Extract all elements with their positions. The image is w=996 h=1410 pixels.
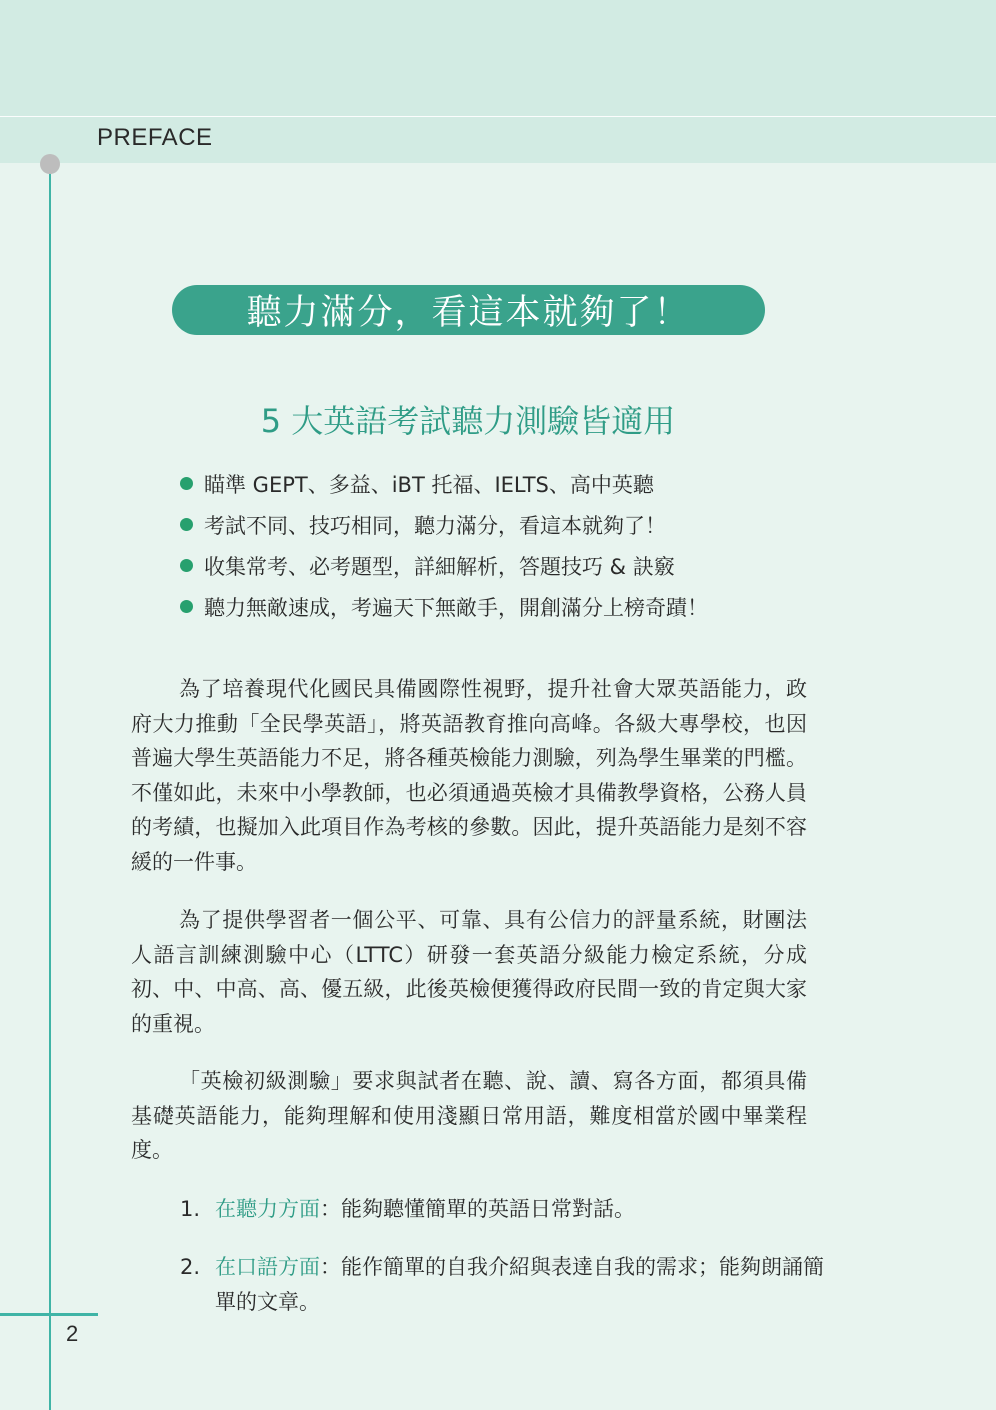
item-number: 1. <box>180 1197 201 1221</box>
body-paragraph: 為了提供學習者一個公平、可靠、具有公信力的評量系統，財團法人語言訓練測驗中心（LTTC）研發一套英語分級能力檢定系統，分成初、中、中高、高、優五級，此後英檢便獲得政府民間一致的肯定與大家的重視。 <box>131 908 807 1036</box>
bullet-text: 收集常考、必考題型，詳細解析，答題技巧 & 訣竅 <box>204 554 675 579</box>
margin-rule <box>49 163 51 1410</box>
item-highlight: 在口語方面 <box>215 1255 320 1279</box>
bullet-item <box>180 586 708 627</box>
title-banner <box>172 285 765 335</box>
body-paragraph: 為了培養現代化國民具備國際性視野，提升社會大眾英語能力，政府大力推動「全民學英語」，將英語教育推向高峰。各級大專學校，也因普遍大學生英語能力不足，將各種英檢能力測驗，列為學生畢業的門檻。不僅如此，未來中小學教師，也必須通過英檢才具備教學資格，公務人員的考績，也擬加入此項目作為考核的參數。因此，提升英語能力是刻不容緩的一件事。 <box>131 677 807 874</box>
bullet-item <box>180 504 708 545</box>
numbered-item <box>180 1192 842 1227</box>
header-divider <box>0 116 996 117</box>
subtitle: 5 大英語考試聽力測驗皆適用 <box>260 402 676 440</box>
bullet-text: 考試不同、技巧相同，聽力滿分，看這本就夠了！ <box>204 513 666 538</box>
section-label: PREFACE <box>97 124 213 151</box>
body-paragraph: 「英檢初級測驗」要求與試者在聽、說、讀、寫各方面，都須具備基礎英語能力，能夠理解和使用淺顯日常用語，難度相當於國中畢業程度。 <box>131 1069 807 1162</box>
numbered-item <box>180 1250 842 1319</box>
item-text: ：能作簡單的自我介紹與表達自我的需求；能夠朗誦簡單的文章。 <box>215 1255 824 1314</box>
bullet-dot-icon <box>180 518 193 531</box>
page-number: 2 <box>66 1321 79 1346</box>
footer-rule <box>0 1313 98 1316</box>
bullet-text: 聽力無敵速成，考遍天下無敵手，開創滿分上榜奇蹟！ <box>204 595 708 620</box>
bullet-text: 瞄準 GEPT、多益、iBT 托福、IELTS、高中英聽 <box>204 472 654 497</box>
bullet-list <box>180 463 708 627</box>
bullet-dot-icon <box>180 559 193 572</box>
bullet-dot-icon <box>180 600 193 613</box>
bullet-dot-icon <box>180 477 193 490</box>
item-highlight: 在聽力方面 <box>215 1197 320 1221</box>
banner-title: 聽力滿分，看這本就夠了！ <box>246 293 691 333</box>
bullet-item <box>180 545 708 586</box>
item-number: 2. <box>180 1255 201 1279</box>
margin-dot <box>40 154 60 174</box>
bullet-item <box>180 463 708 504</box>
item-text: ：能夠聽懂簡單的英語日常對話。 <box>320 1197 635 1221</box>
